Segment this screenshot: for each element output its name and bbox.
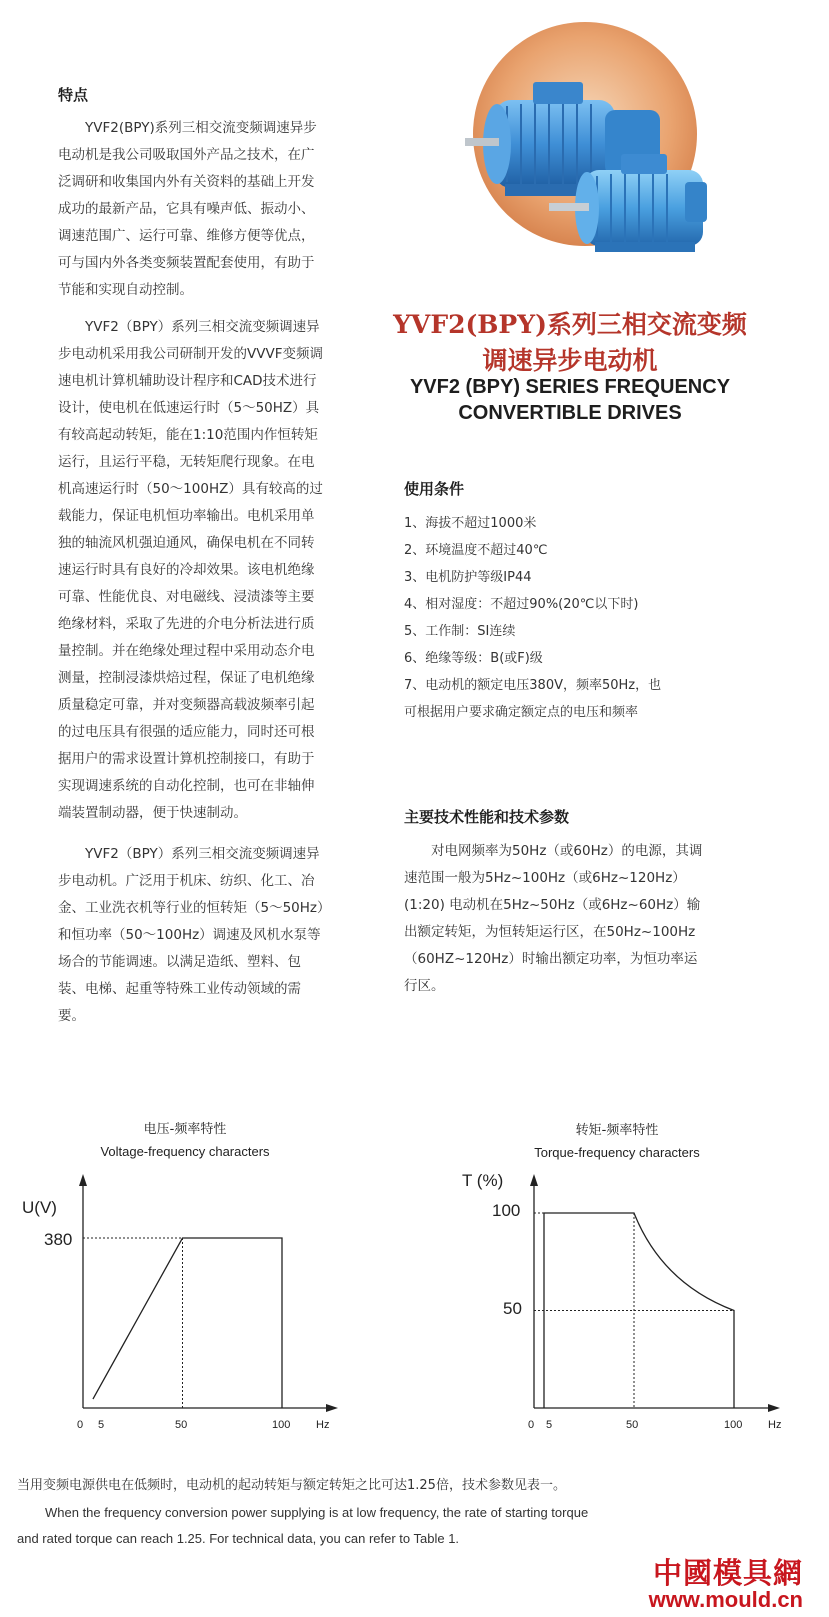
y-axis-label: U(V) bbox=[22, 1198, 57, 1217]
y-tick-label: 100 bbox=[492, 1201, 521, 1220]
x-tick-label: 100 bbox=[724, 1419, 743, 1431]
watermark-url: www.mould.cn bbox=[648, 1587, 803, 1612]
product-image bbox=[445, 22, 730, 262]
condition-item: 可根据用户要求确定额定点的电压和频率 bbox=[404, 705, 639, 720]
x-axis-arrow bbox=[326, 1404, 338, 1412]
x-axis-unit: Hz bbox=[768, 1419, 782, 1431]
footer-note-en bbox=[17, 1500, 667, 1552]
chart-voltage-caption bbox=[60, 1119, 310, 1163]
voltage-frequency-chart bbox=[0, 1160, 370, 1440]
tech-body bbox=[404, 838, 709, 1000]
y-tick-label: 380 bbox=[44, 1230, 73, 1249]
condition-item: 3、电机防护等级IP44 bbox=[404, 570, 532, 585]
x-tick-label: 5 bbox=[546, 1419, 553, 1431]
voltage-curve bbox=[93, 1238, 282, 1408]
conditions-list bbox=[404, 510, 724, 726]
tech-paragraph: 对电网频率为50Hz（或60Hz）的电源，其调速范围一般为5Hz~100Hz（或6Hz~120Hz）(1:20) 电动机在5Hz~50Hz（或6Hz~60Hz）输出额定转矩，为恒转矩运行区，在50Hz~100Hz（60HZ~120Hz）时输出额定功率，为恒功率运行区。 bbox=[404, 843, 703, 994]
condition-item: 1、海拔不超过1000米 bbox=[404, 516, 537, 531]
y-axis-label: T (%) bbox=[462, 1171, 504, 1190]
x-axis-arrow bbox=[768, 1404, 780, 1412]
condition-item: 4、相对湿度：不超过90%(20℃以下时) bbox=[404, 597, 639, 612]
conditions-heading: 使用条件 bbox=[404, 480, 465, 498]
title-cn-line-1: YVF2(BPY)系列三相交流变频 bbox=[393, 310, 747, 339]
condition-item: 2、环境温度不超过40℃ bbox=[404, 543, 548, 558]
condition-item: 5、工作制：SI连续 bbox=[404, 624, 516, 639]
features-paragraph-1: YVF2(BPY)系列三相交流变频调速异步电动机是我公司吸取国外产品之技术，在广泛调研和收集国内外有关资料的基础上开发成功的最新产品，它具有噪声低、振动小、调速范围广、运行可靠、维修方便等优点，可与国内外各类变频装置配套使用，有助于节能和实现自动控制。 bbox=[58, 120, 317, 298]
x-tick-label: 50 bbox=[175, 1419, 188, 1431]
chart-voltage-subtitle: Voltage-frequency characters bbox=[100, 1144, 270, 1159]
title-en-line-2: CONVERTIBLE DRIVES bbox=[458, 402, 682, 424]
features-paragraph-2: YVF2（BPY）系列三相交流变频调速异步电动机采用我公司研制开发的VVVF变频调速电机计算机辅助设计程序和CAD技术进行设计，使电机在低速运行时（5～50HZ）具有较高起动转矩，能在1:10范围内作恒转矩运行，且运行平稳，无转矩爬行现象。在电机高速运行时（50～100HZ）具有较高的过载能力，保证电机恒功率输出。电机采用单独的轴流风机强迫通风，确保电机在不同转速运行时具有良好的冷却效果。该电机绝缘可靠、性能优良、对电磁线、浸渍漆等主要绝缘材料，采取了先进的介电分析法进行质量控制。并在绝缘处理过程中采用动态介电测量，控制浸漆烘焙过程，保证了电机绝缘质量稳定可靠，并对变频器高载波频率引起的过电压具有很强的适应能力，同时还可根据用户的需求设置计算机控制接口，有助于实现调速系统的自动化控制，也可在非轴伸端装置制动器，便于快速制动。 bbox=[58, 319, 323, 821]
y-axis-arrow bbox=[79, 1174, 87, 1186]
x-tick-label: 0 bbox=[528, 1419, 535, 1431]
product-title-cn bbox=[360, 307, 780, 379]
title-en-line-1: YVF2 (BPY) SERIES FREQUENCY bbox=[409, 376, 731, 398]
chart-torque-caption bbox=[492, 1120, 742, 1164]
tech-heading: 主要技术性能和技术参数 bbox=[404, 808, 570, 826]
features-heading: 特点 bbox=[58, 86, 89, 104]
x-tick-label: 5 bbox=[98, 1419, 105, 1431]
footer-note-cn: 当用变频电源供电在低频时，电动机的起动转矩与额定转矩之比可达1.25倍，技术参数见表一。 bbox=[17, 1478, 566, 1493]
voltage-axes bbox=[22, 1174, 338, 1431]
x-tick-label: 50 bbox=[626, 1419, 639, 1431]
watermark-logo-text: 中國模具網 bbox=[652, 1556, 803, 1590]
y-axis-arrow bbox=[530, 1174, 538, 1186]
features-section bbox=[58, 84, 326, 1040]
x-axis-unit: Hz bbox=[316, 1419, 330, 1431]
torque-frequency-chart bbox=[450, 1160, 820, 1440]
x-tick-label: 0 bbox=[77, 1419, 84, 1431]
footer-en-line-2: and rated torque can reach 1.25. For technical data, you can refer to Table 1. bbox=[17, 1531, 460, 1546]
features-paragraph-3: YVF2（BPY）系列三相交流变频调速异步电动机。广泛用于机床、纺织、化工、冶金、工业洗衣机等行业的恒转矩（5～50Hz）和恒功率（50～100Hz）调速及风机水泵等场合的节能调速。以满足造纸、塑料、包装、电梯、起重等特殊工业传动领域的需要。 bbox=[58, 846, 324, 1024]
chart-torque-subtitle: Torque-frequency characters bbox=[534, 1145, 700, 1160]
chart-torque-title: 转矩-频率特性 bbox=[575, 1123, 659, 1138]
title-cn-line-2: 调速异步电动机 bbox=[482, 346, 658, 375]
chart-voltage-title: 电压-频率特性 bbox=[143, 1122, 227, 1137]
product-title-en bbox=[360, 374, 780, 426]
y-tick-label: 50 bbox=[503, 1299, 522, 1318]
features-body bbox=[58, 115, 326, 1030]
condition-item: 6、绝缘等级：B(或F)级 bbox=[404, 651, 543, 666]
watermark bbox=[649, 1557, 803, 1611]
motor-illustration bbox=[445, 22, 730, 262]
x-tick-label: 100 bbox=[272, 1419, 291, 1431]
condition-item: 7、电动机的额定电压380V，频率50Hz，也 bbox=[404, 678, 662, 693]
footer-en-line-1: When the frequency conversion power supplying is at low frequency, the rate of starting torque bbox=[45, 1505, 589, 1520]
